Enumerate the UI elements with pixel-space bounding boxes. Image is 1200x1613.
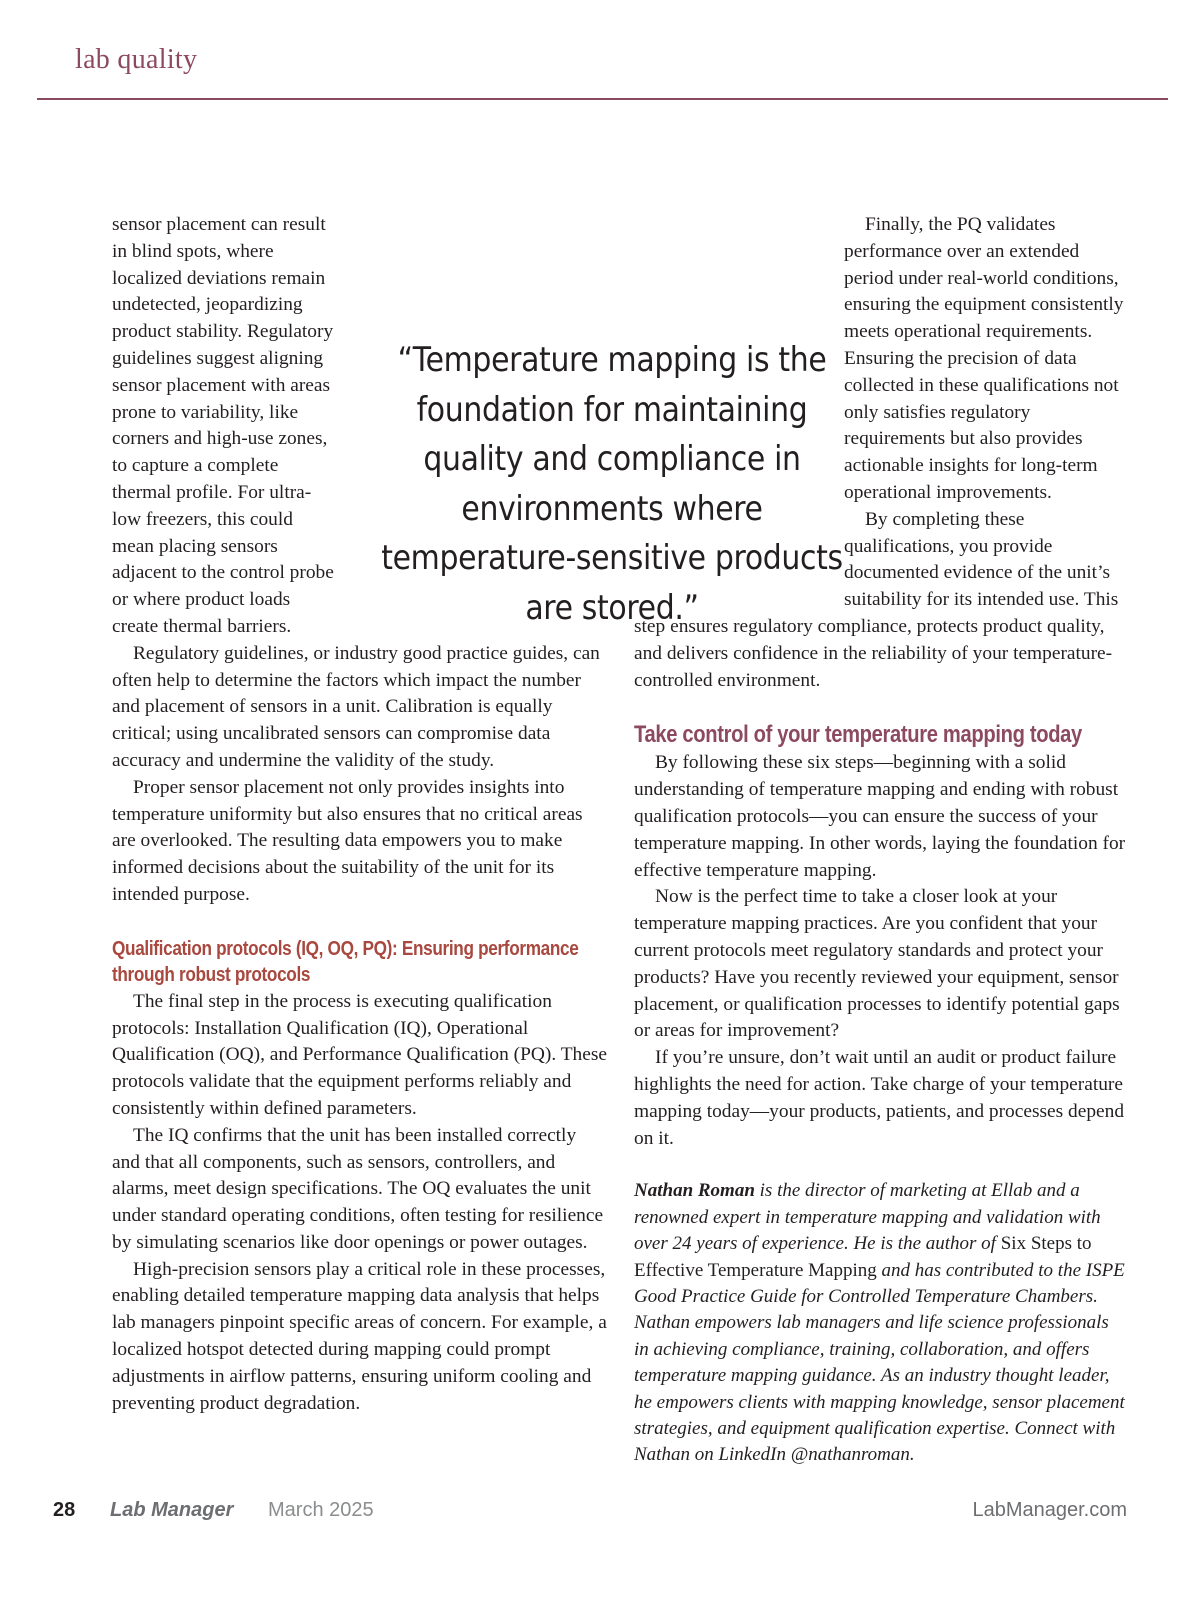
magazine-name: Lab Manager <box>110 1499 234 1521</box>
website: LabManager.com <box>972 1499 1127 1521</box>
author-bio-text-1: is the director of marketing at Ellab and a renowned expert in temperature mapping and validation with over 24 years of experience. He is the author of <box>634 1180 1101 1255</box>
right-paragraph-1: Finally, the PQ validates performance over an extended period under real-world conditions, ensuring the equipment consistently meets operational requirements. Ensuring the precision of data collected in these qualifications not only satisfies regulatory requirements but also provides actionable insights for long-term operational improvements. <box>844 214 1124 503</box>
pull-quote <box>347 336 877 633</box>
author-name: Nathan Roman <box>634 1180 755 1202</box>
author-bio-text-2: and has contributed to the ISPE Good Practice Guide for Controlled Temperature Chambers. Nathan empowers lab managers and life science professionals in achieving compliance, training, collaboration, and offers temperature mapping guidance. As an industry thought leader, he empowers clients with mapping knowledge, sensor placement strategies, and equipment qualification expertise. Connect with Nathan on LinkedIn @nathanroman. <box>634 1259 1125 1466</box>
left-paragraph-6: High-precision sensors play a critical role in these processes, enabling detailed temperature mapping data analysis that helps lab managers pinpoint specific areas of concern. For example, a localized hotspot detected during mapping could prompt adjustments in airflow patterns, ensuring uniform cooling and preventing product degradation. <box>112 1258 607 1414</box>
issue-date: March 2025 <box>268 1499 374 1521</box>
right-paragraph-2: By completing these qualifications, you provide documented evidence of the unit’s suitability for its intended use. This step ensures regulatory compliance, protects product quality, and delivers confidence in the reliability of your temperature-controlled environment. <box>634 508 1119 691</box>
left-paragraph-5: The IQ confirms that the unit has been installed correctly and that all components, such as sensors, controllers, and alarms, meet design specifications. The OQ evaluates the unit under standard operating conditions, often testing for resilience by simulating scenarios like door openings or power outages. <box>112 1124 604 1253</box>
right-paragraph-4: Now is the perfect time to take a closer look at your temperature mapping practices. Are you confident that your current protocols meet regulatory standards and protect your products? Have you recently reviewed your equipment, sensor placement, or qualification processes to identify potential gaps or areas for improvement? <box>634 886 1120 1042</box>
right-paragraph-3: By following these six steps—beginning with a solid understanding of temperature mapping and ending with robust qualification protocols—you can ensure the success of your temperature mapping. In other words, laying the foundation for effective temperature mapping. <box>634 752 1126 881</box>
left-paragraph-4: The final step in the process is executing qualification protocols: Installation Qualification (IQ), Operational Qualification (OQ), and Performance Qualification (PQ). These protocols validate that the equipment performs reliably and consistently within defined parameters. <box>112 990 608 1119</box>
header-rule <box>37 98 1168 100</box>
pull-quote-text: “Temperature mapping is the foundation for maintaining quality and compliance in environments where temperature-sensitive products are stored.” <box>381 340 843 628</box>
author-bio <box>634 1178 1128 1468</box>
qualification-heading: Qualification protocols (IQ, OQ, PQ): Ensuring performance through robust protocols <box>112 937 579 987</box>
page-number: 28 <box>53 1499 76 1521</box>
book-title: Six Steps to Effective Temperature Mapping <box>634 1233 1092 1281</box>
left-paragraph-3: Proper sensor placement not only provides insights into temperature uniformity but also ensures that no critical areas are overlooked. The resulting data empowers you to make informed decisions about the suitability of the unit for its intended purpose. <box>112 776 583 905</box>
left-paragraph-1: sensor placement can result in blind spots, where localized deviations remain undetected, jeopardizing product stability. Regulatory guidelines suggest aligning sensor placement with areas prone to variability, like corners and high-use zones, to capture a complete thermal profile. For ultra-low freezers, this could mean placing sensors adjacent to the control probe or where product loads create thermal barriers. <box>112 214 334 637</box>
right-paragraph-5: If you’re unsure, don’t wait until an audit or product failure highlights the need for action. Take charge of your temperature mapping today—your products, patients, and processes depend on it. <box>634 1047 1125 1149</box>
footer <box>0 1499 1200 1529</box>
section-label: lab quality <box>75 44 198 75</box>
left-paragraph-2: Regulatory guidelines, or industry good practice guides, can often help to determine the factors which impact the number and placement of sensors in a unit. Calibration is equally critical; using uncalibrated sensors can compromise data accuracy and undermine the validity of the study. <box>112 642 600 771</box>
take-control-heading: Take control of your temperature mapping today <box>634 721 1082 749</box>
